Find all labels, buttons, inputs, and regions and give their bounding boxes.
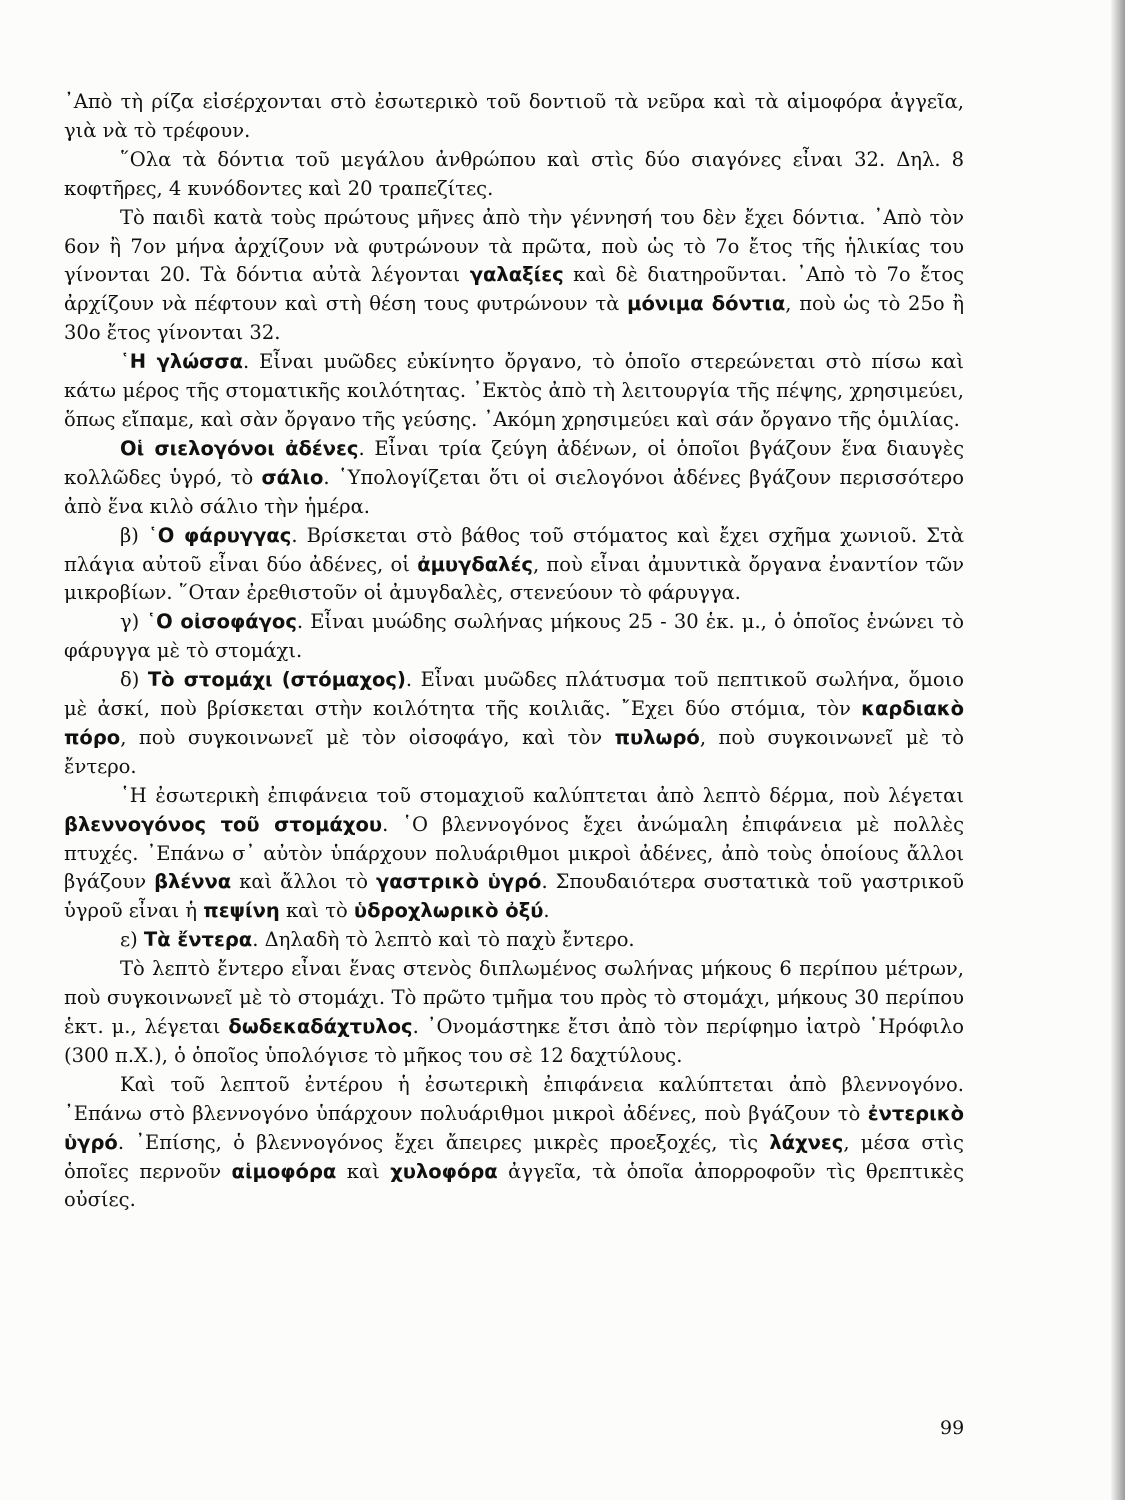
paragraph [64,666,964,782]
text-run: . ᾿Επίσης, ὁ βλεννογόνος ἔχει ἄπειρες μικρὲς προεξοχές, τὶς [117,1130,770,1154]
bold-term: καρδιακὸ πόρο [64,697,964,749]
paragraph [64,955,964,1071]
paragraph [64,348,964,435]
bold-term: πυλωρό [614,725,700,749]
bold-term: ἀμυγδαλές [417,552,533,576]
page-edge-shadow [1111,0,1125,1500]
text-run: . Εἶναι μυῶδες εὐκίνητο ὄργανο, τὸ ὁποῖο στερεώνεται στὸ πίσω καὶ κάτω μέρος τῆς στοματικῆς κοιλότητας. ᾿Εκτὸς ἀπὸ τὴ λειτουργία τῆς πέψης, χρησιμεύει, ὅπως εἴπαμε, καὶ σὰν ὄργανο τῆς γεύσης. ᾿Ακόμη χρησιμεύει καὶ σάν ὄργανο τῆς ὁμιλίας. [64,350,964,431]
bold-term: σάλιο [261,465,324,489]
text-run: , ποὺ εἶναι ἀμυντικὰ ὄργανα ἐναντίον τῶν μικροβίων. ῞Οταν ἐρεθιστοῦν οἱ ἀμυγδαλὲς, στενεύουν τὸ φάρυγγα. [64,552,964,605]
text-run: καὶ τὸ [279,899,354,923]
bold-term: λάχνες [769,1130,844,1154]
bold-term: Τὰ ἔντερα [143,928,253,952]
bold-term: βλέννα [154,870,232,894]
text-run: . Εἶναι τρία ζεύγη ἀδένων, οἱ ὁποῖοι βγάζουν ἕνα διαυγὲς κολλῶδες ὑγρό, τὸ [64,436,964,489]
bold-term: γαλαξίες [469,263,564,287]
bold-term: γαστρικὸ ὑγρό [375,870,542,894]
text-run: . ῾Υπολογίζεται ὅτι οἱ σιελογόνοι ἀδένες βγάζουν περισσότερο ἀπὸ ἕνα κιλὸ σάλιο τὴν ἡμέρα. [64,465,964,518]
paragraph [64,926,964,955]
body-text [64,88,964,1215]
text-run: . ῾Ο βλεννογόνος ἔχει ἀνώμαλη ἐπιφάνεια μὲ πολλὲς πτυχές. ᾿Επάνω σ᾿ αὐτὸν ὑπάρχουν πολυάριθμοι μικροὶ ἀδένες, ἀπὸ τοὺς ὁποίους ἄλλοι βγάζουν [64,812,964,894]
paragraph [64,435,964,522]
bold-term: ῾Ο οἰσοφάγος [146,610,297,634]
bold-term: πεψίνη [203,899,280,923]
bold-term: Οἱ σιελογόνοι ἀδένες [120,436,359,460]
text-run: Τὸ λεπτὸ ἔντερο εἶναι ἕνας στενὸς διπλωμένος σωλήνας μήκους 6 περίπου μέτρων, ποὺ συγκοινωνεῖ μὲ τὸ στομάχι. Τὸ πρῶτο τμῆμα του πρὸς τὸ στομάχι, μήκους 30 περίπου ἑκτ. μ., λέγεται [64,957,964,1038]
paragraph [64,608,964,666]
paragraph [64,522,964,609]
bold-term: ῾Η γλώσσα [120,350,243,374]
text-run: . Βρίσκεται στὸ βάθος τοῦ στόματος καὶ ἔχει σχῆμα χωνιοῦ. Στὰ πλάγια αὐτοῦ εἶναι δύο ἀδένες, οἱ [64,523,964,576]
text-run: καὶ [336,1159,391,1183]
bold-term: ἐντερικὸ ὑγρό [64,1101,964,1154]
text-run: . Εἶναι μυώδης σωλήνας μήκους 25 - 30 ἑκ. μ., ὁ ὁποῖος ἑνώνει τὸ φάρυγγα μὲ τὸ στομάχι. [64,610,964,663]
text-run: , ποὺ ὡς τὸ 25ο ἢ 30ο ἔτος γίνονται 32. [64,292,964,345]
paragraph [64,146,964,204]
text-run: ῾Η ἐσωτερικὴ ἐπιφάνεια τοῦ στομαχιοῦ καλύπτεται ἀπὸ λεπτὸ δέρμα, ποὺ λέγεται [120,783,964,807]
text-run: β) [120,523,148,547]
text-run: , ποὺ συγκοινωνεῖ μὲ τὸν οἰσοφάγο, καὶ τὸν [120,725,615,749]
bold-term: ῾Ο φάρυγγας [148,523,292,547]
page-number: 99 [940,1417,965,1439]
text-run: . Σπουδαιότερα συστατικὰ τοῦ γαστρικοῦ ὑγροῦ εἶναι ἡ [64,870,964,923]
text-run: , μέσα στὶς ὁποῖες περνοῦν [64,1130,964,1183]
text-run: ῞Ολα τὰ δόντια τοῦ μεγάλου ἀνθρώπου καὶ στὶς δύο σιαγόνες εἶναι 32. Δηλ. 8 κοφτῆρες, 4 κυνόδοντες καὶ 20 τραπεζίτες. [64,147,964,200]
text-run: ε) [120,928,144,952]
paragraph [64,88,964,146]
text-run: . Δηλαδὴ τὸ λεπτὸ καὶ τὸ παχὺ ἔντερο. [252,928,635,952]
text-run: καὶ ἄλλοι τὸ [231,870,376,894]
text-run: γ) [120,610,147,634]
bold-term: χυλοφόρα [390,1159,498,1183]
text-run: . [543,899,550,923]
text-run: δ) [120,668,148,692]
paragraph [64,1071,964,1216]
text-run: , ποὺ συγκοινωνεῖ μὲ τὸ ἔντερο. [64,725,964,778]
text-run: . ᾿Ονομάστηκε ἔτσι ἀπὸ τὸν περίφημο ἰατρὸ ῾Ηρόφιλο (300 π.Χ.), ὁ ὁποῖος ὑπολόγισε τὸ μῆκος του σὲ 12 δαχτύλους. [64,1015,964,1067]
bold-term: ὑδροχλωρικὸ ὀξύ [353,899,544,923]
bold-term: αἱμοφόρα [231,1159,337,1183]
text-run: καὶ δὲ διατηροῦνται. ᾿Απὸ τὸ 7ο ἔτος ἀρχίζουν νὰ πέφτουν καὶ στὴ θέση τους φυτρώνουν τὰ [64,263,964,316]
text-run: ἀγγεῖα, τὰ ὁποῖα ἀπορροφοῦν τὶς θρεπτικὲς οὐσίες. [64,1159,965,1212]
text-run: ᾿Απὸ τὴ ρίζα εἰσέρχονται στὸ ἐσωτερικὸ τοῦ δοντιοῦ τὰ νεῦρα καὶ τὰ αἱμοφόρα ἀγγεῖα, γιὰ νὰ τὸ τρέφουν. [64,90,964,142]
bold-term: μόνιμα δόντια [627,292,786,316]
text-run: Τὸ παιδὶ κατὰ τοὺς πρώτους μῆνες ἀπὸ τὴν γέννησή του δὲν ἔχει δόντια. ᾿Απὸ τὸν 6ον ἢ 7ον μήνα ἀρχίζουν νὰ φυτρώνουν τὰ πρῶτα, ποὺ ὡς τὸ 7ο ἔτος τῆς ἡλικίας του γίνονται 20. Τὰ δόντια αὐτὰ λέγονται [64,205,964,287]
paragraph [64,782,964,927]
text-run: Καὶ τοῦ λεπτοῦ ἐντέρου ἡ ἐσωτερικὴ ἐπιφάνεια καλύπτεται ἀπὸ βλεννογόνο. ᾿Επάνω στὸ βλεννογόνο ὑπάρχουν πολυάριθμοι μικροὶ ἀδένες, ποὺ βγάζουν τὸ [64,1072,964,1125]
paragraph [64,204,964,349]
bold-term: Τὸ στομάχι (στόμαχος) [147,668,406,692]
bold-term: βλεννογόνος τοῦ στομάχου [64,812,383,836]
bold-term: δωδεκαδάχτυλος [228,1015,413,1038]
text-run: . Εἶναι μυῶδες πλάτυσμα τοῦ πεπτικοῦ σωλήνα, ὅμοιο μὲ ἀσκί, ποὺ βρίσκεται στὴν κοιλότητα τῆς κοιλιᾶς. ῎Εχει δύο στόμια, τὸν [64,668,964,721]
